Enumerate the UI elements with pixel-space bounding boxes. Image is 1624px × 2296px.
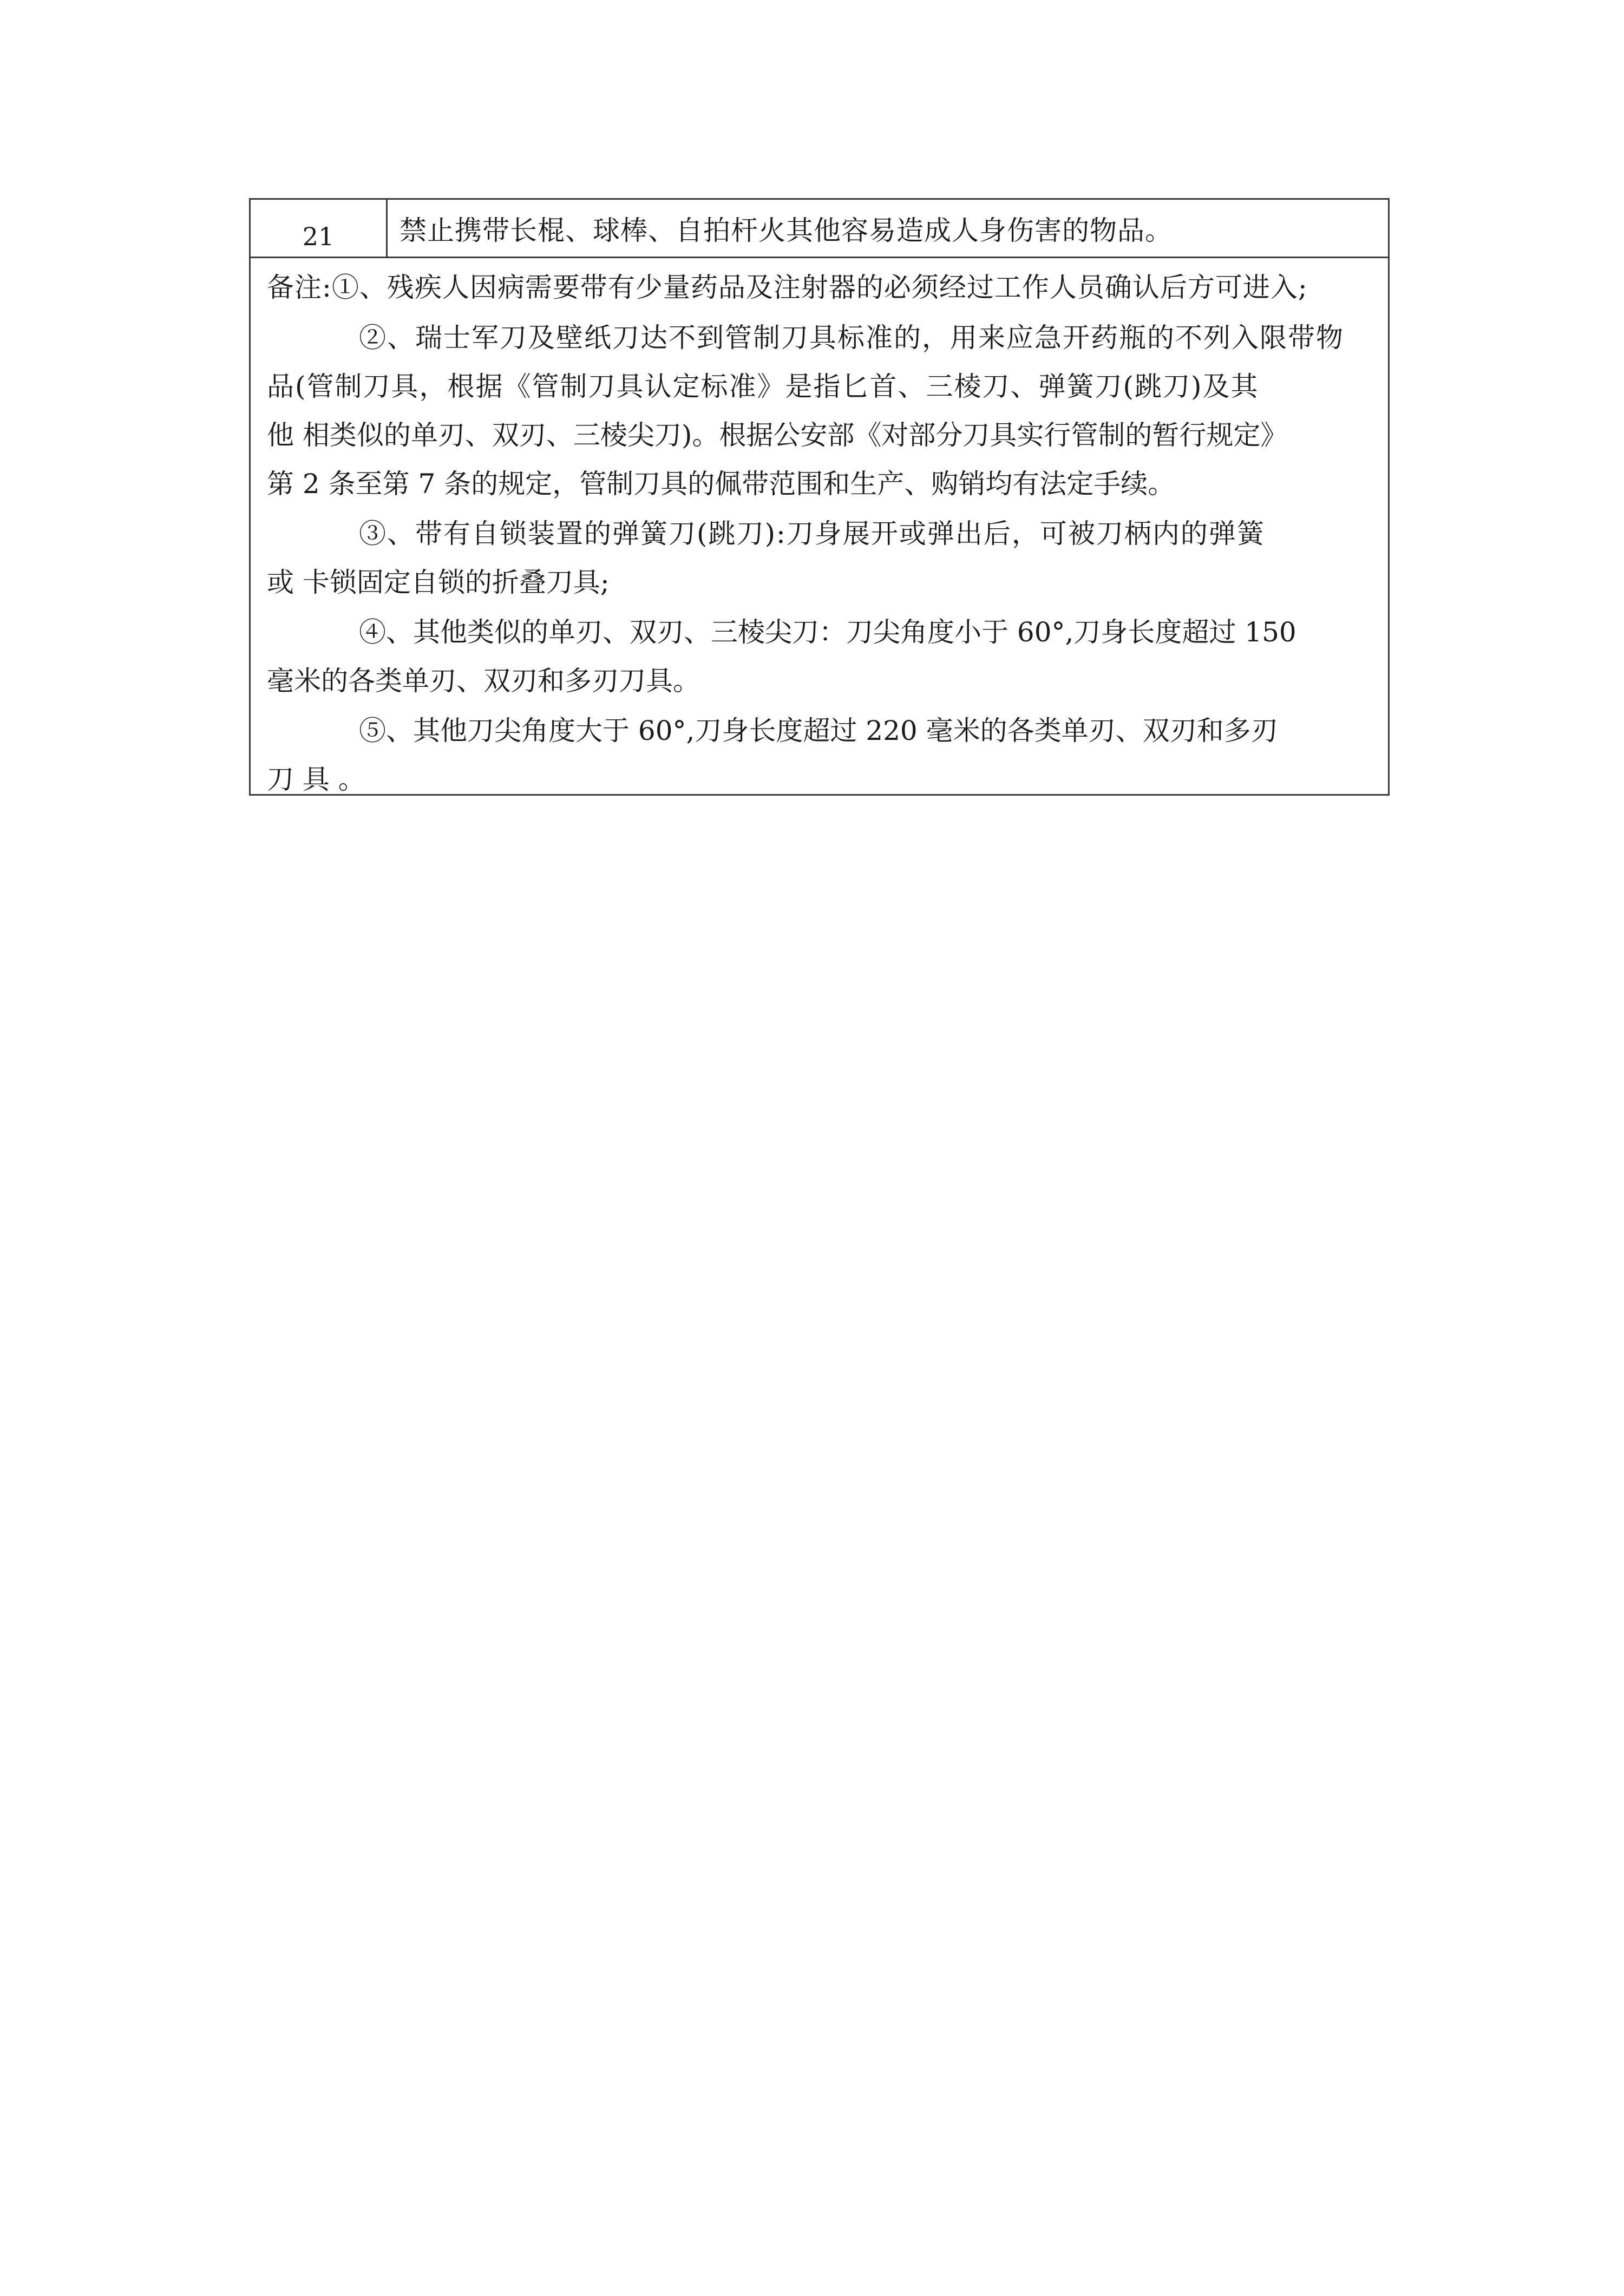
- note-line: 刀 具 。: [267, 764, 365, 795]
- note-line: 或 卡锁固定自锁的折叠刀具;: [267, 567, 610, 598]
- note-line: 第 2 条至第 7 条的规定，管制刀具的佩带范围和生产、购销均有法定手续。: [267, 468, 1175, 500]
- note-line: 品(管制刀具，根据《管制刀具认定标准》是指匕首、三棱刀、弹簧刀(跳刀)及其: [267, 371, 1259, 402]
- note-line: ②、瑞士军刀及壁纸刀达不到管制刀具标准的，用来应急开药瓶的不列入限带物: [359, 322, 1344, 353]
- note-item-1: 备注:①、残疾人因病需要带有少量药品及注射器的必须经过工作人员确认后方可进入;: [267, 272, 1308, 303]
- note-line: 他 相类似的单刃、双刃、三棱尖刀)。根据公安部《对部分刀具实行管制的暂行规定》: [267, 419, 1288, 451]
- note-line: ④、其他类似的单刃、双刃、三棱尖刀：刀尖角度小于 60°,刀身长度超过 150: [359, 616, 1296, 648]
- table-row: [251, 200, 1388, 258]
- note-line: ⑤、其他刀尖角度大于 60°,刀身长度超过 220 毫米的各类单刃、双刃和多刃: [359, 715, 1278, 746]
- row-number: 21: [251, 200, 388, 257]
- note-line: 毫米的各类单刃、双刃和多刃刀具。: [267, 665, 700, 697]
- notes-cell: [251, 258, 1388, 794]
- note-line: ③、带有自锁装置的弹簧刀(跳刀):刀身展开或弹出后，可被刀柄内的弹簧: [359, 518, 1265, 549]
- prohibited-items-table: [249, 198, 1390, 796]
- note-item-2: [267, 313, 1372, 508]
- rule-text: 禁止携带长棍、球棒、自拍杆火其他容易造成人身伤害的物品。: [400, 214, 1173, 246]
- note-item-4: [267, 608, 1372, 705]
- note-item-5: [267, 706, 1372, 804]
- note-item-3: [267, 509, 1372, 607]
